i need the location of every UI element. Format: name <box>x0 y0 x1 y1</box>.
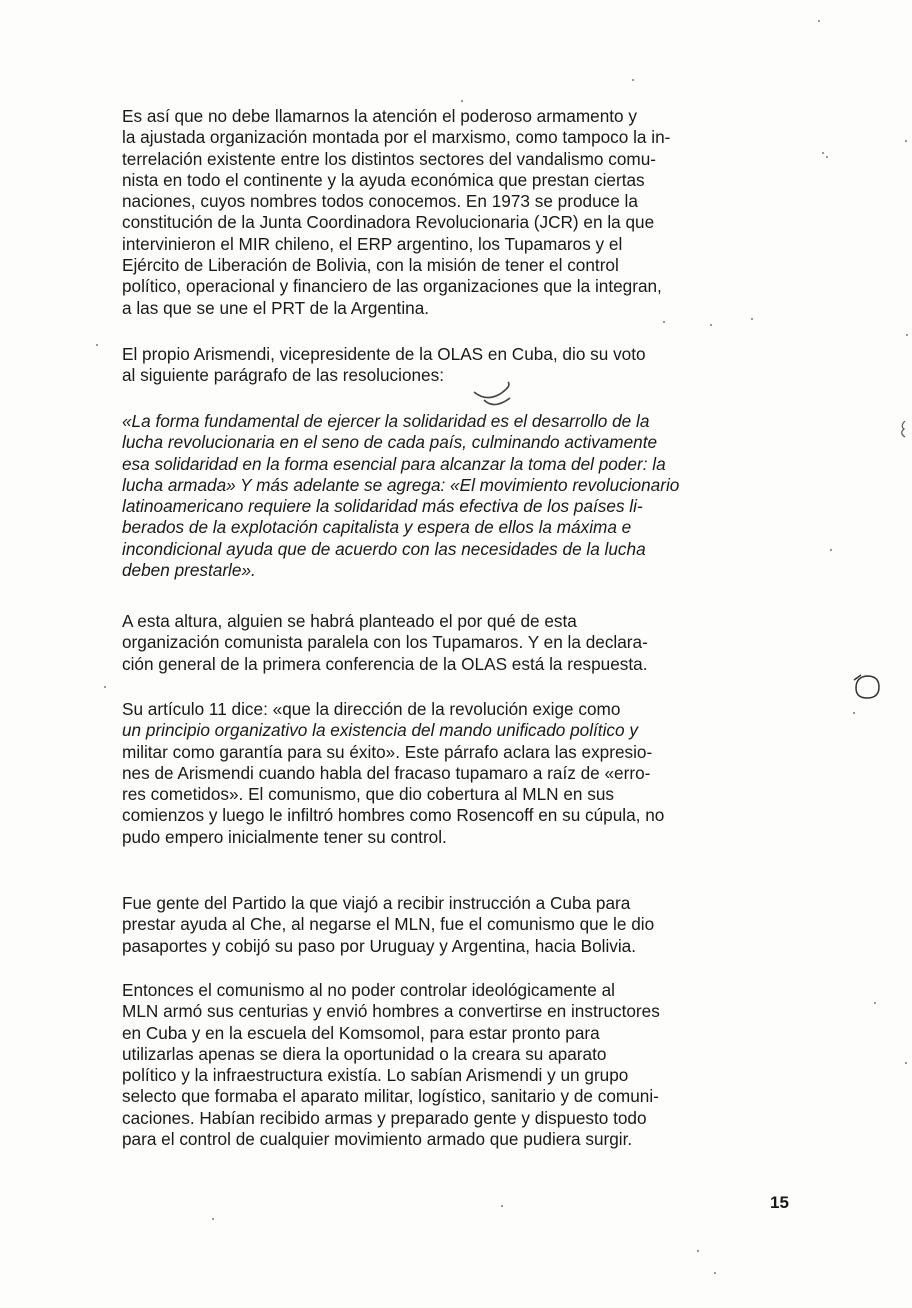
text-line: utilizarlas apenas se diera la oportunidad o la creara su aparato <box>122 1043 607 1064</box>
text-line: Su artículo 11 dice: «que la dirección de la revolución exige como <box>122 699 621 719</box>
speck <box>461 100 463 102</box>
text-line: al siguiente parágrafo de las resoluciones: <box>122 365 444 386</box>
speck <box>632 79 634 81</box>
text-line: «La forma fundamental de ejercer la solidaridad es el desarrollo de la <box>122 411 650 431</box>
speck <box>826 156 828 158</box>
text-line: incondicional ayuda que de acuerdo con las necesidades de la lucha <box>122 538 646 559</box>
speck <box>874 1002 876 1004</box>
text-line: Fue gente del Partido la que viajó a recibir instrucción a Cuba para <box>122 893 631 913</box>
handwritten-mark <box>470 380 520 410</box>
text-line: lucha revolucionaria en el seno de cada país, culminando activamente <box>122 432 658 453</box>
speck <box>818 20 820 22</box>
text-line: nista en todo el continente y la ayuda económica que prestan ciertas <box>122 169 645 190</box>
speck <box>905 1062 907 1064</box>
text-line: un principio organizativo la existencia del mando unificado político y <box>122 720 638 741</box>
text-line: MLN armó sus centurias y envió hombres a convertirse en instructores <box>122 1001 660 1022</box>
text-line: comienzos y luego le infiltró hombres como Rosencoff en su cúpula, no <box>122 805 665 826</box>
text-line: deben prestarle». <box>122 560 256 581</box>
text-line: intervinieron el MIR chileno, el ERP argentino, los Tupamaros y el <box>122 233 623 254</box>
text-line: lucha armada» Y más adelante se agrega: «El movimiento revolucionario <box>122 474 680 495</box>
speck <box>663 321 665 323</box>
speck <box>830 549 832 551</box>
speck <box>822 152 824 154</box>
speck <box>212 1218 214 1220</box>
paragraph-2 <box>122 344 802 387</box>
speck <box>710 324 712 326</box>
text-line: político y la infraestructura existía. Lo sabían Arismendi y un grupo <box>122 1065 629 1086</box>
hand-drawn-circle-mark <box>850 672 884 702</box>
text-line: la ajustada organización montada por el marxismo, como tampoco la in- <box>122 127 671 148</box>
paragraph-6 <box>122 893 802 957</box>
text-line: Es así que no debe llamarnos la atención el poderoso armamento y <box>122 106 637 126</box>
text-line: para el control de cualquier movimiento armado que pudiera surgir. <box>122 1129 633 1150</box>
block-quote <box>122 411 802 581</box>
page-number: 15 <box>770 1193 789 1212</box>
paragraph-4 <box>122 611 802 675</box>
text-line: berados de la explotación capitalista y espera de ellos la máxima e <box>122 517 632 538</box>
speck <box>96 344 98 346</box>
text-line: pasaportes y cobijó su paso por Uruguay y Argentina, hacia Bolivia. <box>122 935 637 956</box>
paragraph-5 <box>122 699 802 848</box>
text-line: en Cuba y en la escuela del Komsomol, para estar pronto para <box>122 1022 600 1043</box>
speck <box>906 334 908 336</box>
speck <box>697 1250 699 1252</box>
speck <box>714 1272 716 1274</box>
speck <box>905 140 907 142</box>
text-line: Entonces el comunismo al no poder controlar ideológicamente al <box>122 980 615 1000</box>
text-line: pudo empero inicialmente tener su control. <box>122 826 447 847</box>
text-line: res cometidos». El comunismo, que dio cobertura al MLN en sus <box>122 784 614 805</box>
text-line: Ejército de Liberación de Bolivia, con la misión de tener el control <box>122 255 619 276</box>
text-line: ción general de la primera conferencia de la OLAS está la respuesta. <box>122 653 648 674</box>
text-line: político, operacional y financiero de las organizaciones que la integran, <box>122 276 662 297</box>
text-line: constitución de la Junta Coordinadora Revolucionaria (JCR) en la que <box>122 212 655 233</box>
text-line: caciones. Habían recibido armas y preparado gente y dispuesto todo <box>122 1107 647 1128</box>
speck <box>751 318 753 320</box>
speck <box>104 686 106 688</box>
text-line: terrelación existente entre los distintos sectores del vandalismo comu- <box>122 148 657 169</box>
text-line: A esta altura, alguien se habrá planteado el por qué de esta <box>122 611 577 631</box>
text-line: latinoamericano requiere la solidaridad más efectiva de los países li- <box>122 496 643 517</box>
paragraph-7 <box>122 980 802 1150</box>
text-line: prestar ayuda al Che, al negarse el MLN, fue el comunismo que le dio <box>122 914 655 935</box>
text-line: a las que se une el PRT de la Argentina. <box>122 297 430 318</box>
text-line: militar como garantía para su éxito». Este párrafo aclara las expresio- <box>122 741 653 762</box>
text-line: organización comunista paralela con los Tupamaros. Y en la declara- <box>122 632 648 653</box>
margin-mark <box>897 418 909 440</box>
speck <box>853 712 855 714</box>
text-line: El propio Arismendi, vicepresidente de la OLAS en Cuba, dio su voto <box>122 344 646 364</box>
text-line: nes de Arismendi cuando habla del fracaso tupamaro a raíz de «erro- <box>122 762 651 783</box>
paragraph-1 <box>122 106 802 319</box>
speck <box>501 1205 503 1207</box>
text-line: selecto que formaba el aparato militar, logístico, sanitario y de comuni- <box>122 1086 659 1107</box>
text-line: naciones, cuyos nombres todos conocemos. En 1973 se produce la <box>122 191 638 212</box>
text-line: esa solidaridad en la forma esencial para alcanzar la toma del poder: la <box>122 453 666 474</box>
